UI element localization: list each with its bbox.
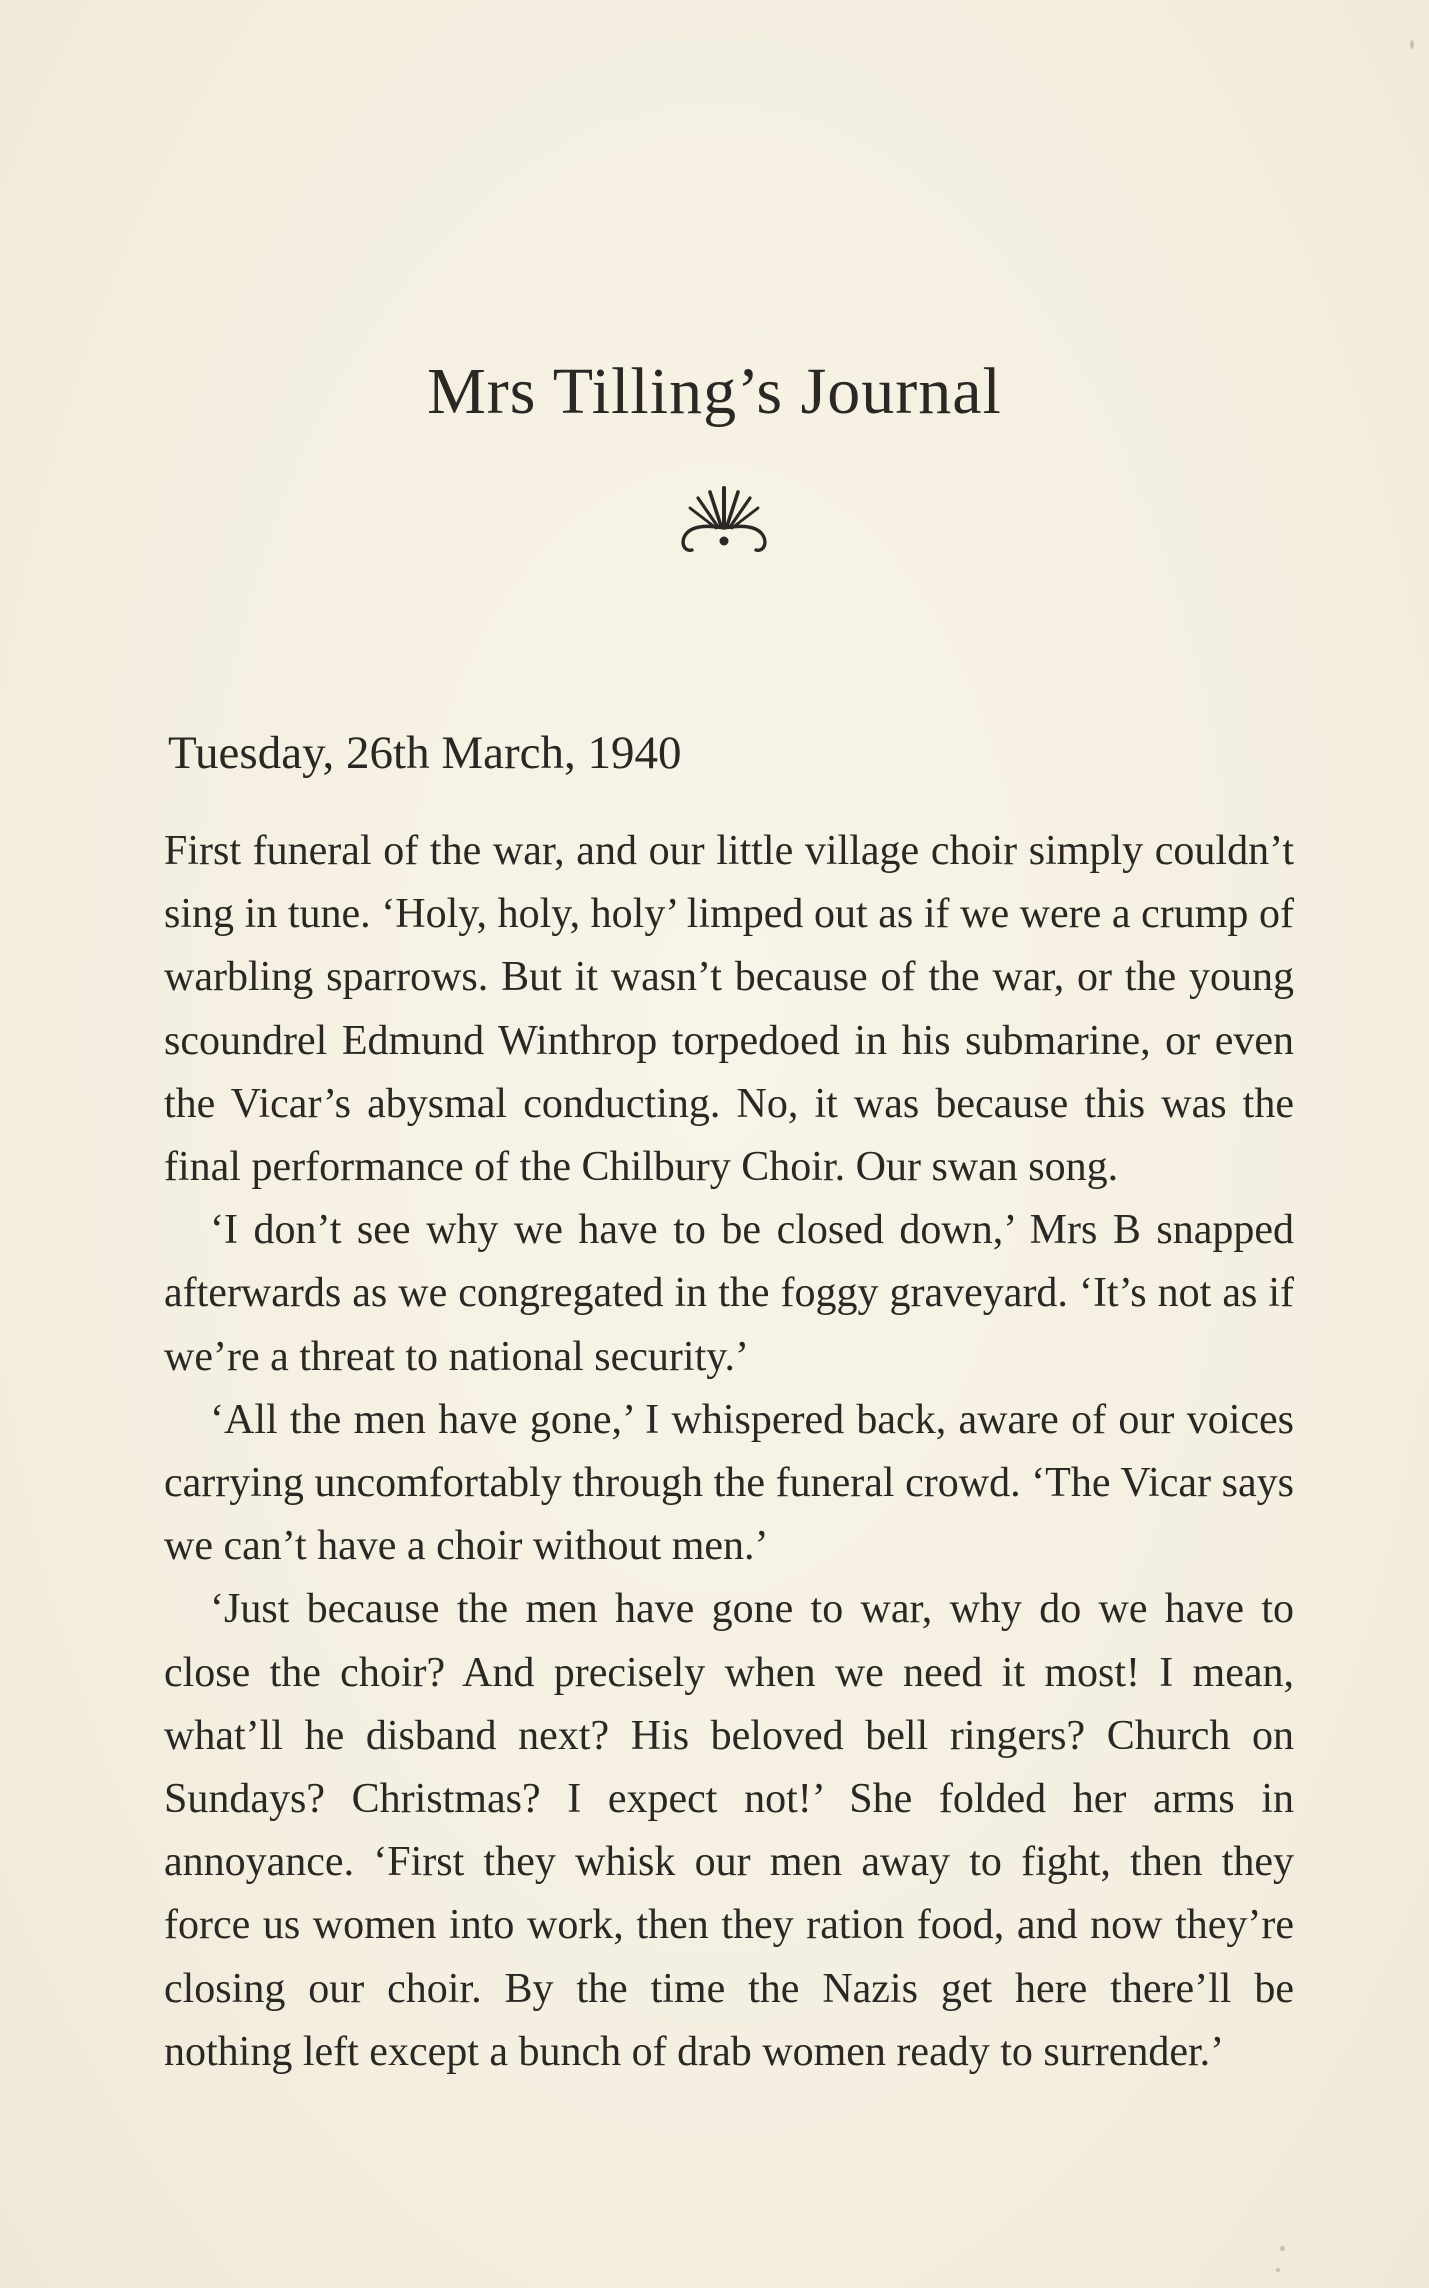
- floral-fleuron-icon: [664, 478, 784, 558]
- paragraph: ‘All the men have gone,’ I whispered back, aware of our voices carrying uncomfortably through the funeral crowd. ‘The Vicar says we can’t have a choir without men.’: [164, 1396, 1294, 1570]
- paragraph: ‘Just because the men have gone to war, why do we have to close the choir? And precisely when we need it most! I mean, what’ll he disband next? His beloved bell ringers? Church on Sundays? Christmas? I expect not!’ She folded her arms in annoyance. ‘First they whisk our men away to fight, then they force us women into work, then they ration food, and now they’re closing our choir. By the time the Nazis get here there’ll be nothing left except a bunch of drab women ready to surrender.’: [164, 1586, 1294, 2075]
- paper-speck: [1276, 2268, 1280, 2272]
- paragraph: ‘I don’t see why we have to be closed down,’ Mrs B snapped afterwards as we congregated in the foggy graveyard. ‘It’s not as if we’re a threat to national security.’: [164, 1207, 1294, 1380]
- paragraph: First funeral of the war, and our little village choir simply couldn’t sing in tune. ‘Holy, holy, holy’ limped out as if we were a crump of warbling sparrows. But it wasn’t because of the war, or the young scoundrel Edmund Winthrop torpedoed in his submarine, or even the Vicar’s abysmal conducting. No, it was because this was the final performance of the Chilbury Choir. Our swan song.: [164, 828, 1294, 1191]
- journal-body: [164, 820, 1294, 2084]
- paper-speck: [1280, 2246, 1285, 2251]
- journal-entry-date: Tuesday, 26th March, 1940: [168, 727, 682, 779]
- chapter-title: Mrs Tilling’s Journal: [427, 355, 1002, 428]
- paper-speck: [1410, 40, 1414, 49]
